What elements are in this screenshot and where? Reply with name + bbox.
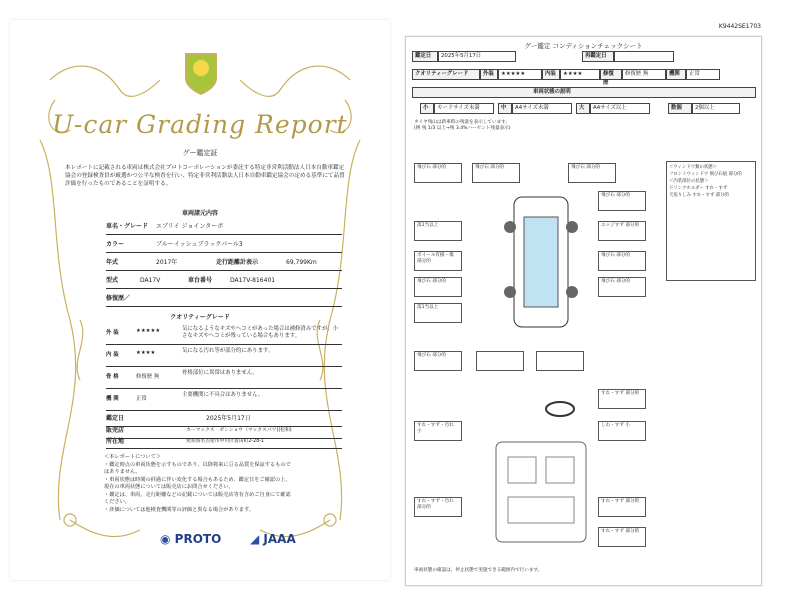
chassis-label: 車台番号 <box>188 277 213 284</box>
location-row <box>106 436 342 449</box>
quality-rating: 正常 <box>136 396 147 402</box>
legend-value: A4サイズ以上 <box>590 103 650 114</box>
model-row <box>106 274 342 289</box>
quality-desc: 骨格部位に異常はありません。 <box>182 370 258 376</box>
quality-desc: 気になるようなキズやヘコミがあった場合は補修済みですが、小さなキズやヘコミが残っている場合もあります。 <box>182 326 339 339</box>
notes-panel <box>666 161 756 281</box>
vehicle-row <box>106 238 342 253</box>
note-line: ＜ウィンドウ類の状態＞ <box>669 165 718 170</box>
int-value: ★★★★ <box>560 69 600 80</box>
row-key: 車名・グレード <box>106 223 149 230</box>
date-value: 2025年5月17日 <box>438 51 516 62</box>
interior-box: すれ・すず 部分的 <box>598 527 646 547</box>
quality-row <box>106 368 342 389</box>
ext-value: ★★★★★ <box>498 69 542 80</box>
interior-box: すれ・すず 部分的 <box>598 497 646 517</box>
damage-box: 飛び石 部分的 <box>598 251 646 271</box>
note-item: ・鑑定は、車両、走行距離などの記載については販売店等有含めご自身にて確認ください。 <box>104 491 291 505</box>
quality-rating: 修復歴 無 <box>136 374 160 380</box>
jaaa-logo <box>250 532 296 546</box>
legend-value: 2個以上 <box>692 103 740 114</box>
legend-key: 中 <box>498 103 512 114</box>
note-line: 天張りしみ すれ・すず 部分的 <box>669 193 729 198</box>
model-value: DA17V <box>140 277 161 284</box>
quality-key: 外 装 <box>106 330 119 336</box>
legend-value: カードサイズ未満 <box>434 103 494 114</box>
notes-title: ＜本レポートについて＞ <box>104 454 161 460</box>
reinspection-value <box>614 51 674 62</box>
damage-box: ボイール有損・傷 部分的 <box>414 251 462 271</box>
damage-box: 落1当以上 <box>414 221 462 241</box>
condition-sheet-page <box>405 23 762 586</box>
interior-box: すれ・すず・汚れ 小 <box>414 421 462 441</box>
dealer-label: 販売店 <box>106 427 125 434</box>
interior-box: しわ・すず 小 <box>598 421 646 441</box>
goo-shield-icon <box>182 50 220 96</box>
damage-box: 飛び石 部分的 <box>598 191 646 211</box>
damage-box <box>476 351 524 371</box>
engine-value: 正常 <box>686 69 720 80</box>
sheet-title: グー鑑定 コンディションチェックシート <box>524 42 643 50</box>
intro-text: 本レポートに記載される車両は株式会社プロトコーポレーションが委託する特定非営利活動法人日本自動車鑑定協会の登録検査員が厳選かつ公平な検査を行い、特定非営利活動法人日本自動車鑑定協会の定める基準にて品質評価を行ったものであることを証明する。 <box>65 165 345 187</box>
car-interior-diagram <box>486 437 596 547</box>
grade-label: クオリティーグレード <box>412 69 480 80</box>
quality-section-title: クオリティーグレード <box>170 314 230 321</box>
interior-box: すれ・すず・汚れ 部分的 <box>414 497 462 517</box>
tire-note: タイヤ残山は新車時の残量を表示しています。 <box>414 120 511 125</box>
repair-label: 修復歴／ <box>106 295 131 302</box>
quality-key: 内 装 <box>106 352 119 358</box>
certificate-page <box>10 20 390 580</box>
legend-key: 数個 <box>668 103 692 114</box>
mileage-label: 走行距離計表示 <box>216 259 259 266</box>
location-value: 愛知県名古屋市中川区富田町2-28-1 <box>186 439 265 444</box>
report-subtitle: グー鑑定証 <box>182 149 218 157</box>
note-item: ・評価については他検査機関等の評価と異なる場合があります。 <box>104 506 254 513</box>
quality-desc: 主要機関に不具合はありません。 <box>182 392 264 398</box>
damage-box: 飛び石 部分的 <box>414 351 462 371</box>
damage-box: 飛び石 部分的 <box>414 277 462 297</box>
chassis-value: DA17V-816401 <box>230 277 276 284</box>
damage-box: 飛び石 部分的 <box>414 163 462 183</box>
location-label: 所在地 <box>106 438 125 445</box>
row-value: ブルーイッシュブラックパール3 <box>156 241 243 248</box>
goo-logo <box>182 50 220 96</box>
car-top-diagram <box>496 187 586 337</box>
vehicle-row <box>106 220 342 235</box>
quality-key: 骨 格 <box>106 374 119 380</box>
note-line: フロントウィンドウ 飛び石痕 部分的 <box>669 172 742 177</box>
interior-box: すれ・すず 部分的 <box>598 389 646 409</box>
report-title: U-car Grading Report <box>52 110 348 139</box>
proto-text: PROTO <box>174 532 222 546</box>
repair-row <box>106 292 342 307</box>
damage-box: 飛び石 部分的 <box>472 163 520 183</box>
note-line: ＜内装部位の状態＞ <box>669 179 709 184</box>
sheet-id: K9442SE1703 <box>718 23 761 30</box>
damage-box: 飛び石 部分的 <box>568 163 616 183</box>
date-label: 鑑定日 <box>412 51 438 62</box>
note-item: ・車両状態は時間の経過に伴い変化する場合もあるため、鑑定日をご確認の上、現在の車両状態については販売店にお問合せください。 <box>104 476 291 490</box>
date-label: 鑑定日 <box>106 415 125 422</box>
quality-key: 機 関 <box>106 396 119 402</box>
steering-wheel-icon <box>544 399 576 419</box>
quality-row <box>106 346 342 367</box>
jaaa-mark-icon: ◢ <box>250 532 260 546</box>
mileage-value: 69,799Km <box>286 259 317 266</box>
quality-desc: 気になる汚れ等が部分的にあります。 <box>182 348 274 354</box>
damage-box: 落1当以上 <box>414 303 462 323</box>
proto-mark-icon: ◉ <box>160 532 171 546</box>
int-label: 内装 <box>542 69 560 80</box>
proto-logo <box>160 532 221 546</box>
ext-label: 外装 <box>480 69 498 80</box>
quality-row <box>106 324 342 345</box>
date-value: 2025年5月17日 <box>206 415 251 422</box>
quality-rating: ★★★★ <box>136 350 156 356</box>
row-value: エブリイ ジョインターボ <box>156 223 224 230</box>
legend-value: A4サイズ未満 <box>512 103 572 114</box>
tire-note-2: (例 残 1/3 以上→残 3.4%ハーセント残量表示) <box>414 126 511 131</box>
year-label: 年式 <box>106 259 119 266</box>
quality-row <box>106 390 342 411</box>
notes-block <box>104 454 294 514</box>
note-item: ・鑑定時点の車両状態を示すものであり、以降将来に亘る品質を保証するものではありません。 <box>104 461 291 475</box>
legend-key: 大 <box>576 103 590 114</box>
vehicle-section-title: 車両諸元内容 <box>181 210 218 217</box>
year-value: 2017年 <box>156 259 178 266</box>
legend-title: 車両状態の説明 <box>412 87 756 98</box>
jaaa-text: JAAA <box>263 532 296 546</box>
reinspection-label: 再鑑定日 <box>582 51 614 62</box>
damage-box: エッジすず 部分的 <box>598 221 646 241</box>
dealer-value: カーマックス ゼンショウ（マックスパワ)(松和) <box>186 428 292 433</box>
engine-label: 機関 <box>666 69 686 80</box>
frame-value: 修復歴 無 <box>622 69 666 80</box>
damage-box: 飛び石 部分的 <box>598 277 646 297</box>
legend-key: 小 <box>420 103 434 114</box>
footer-note: 車両状態の確認は、停止状態で実施できる範囲内で行います。 <box>414 568 543 573</box>
row-key: カラー <box>106 241 125 248</box>
quality-rating: ★★★★★ <box>136 328 161 334</box>
note-line: ドリンクホルダー すれ・すず <box>669 186 728 191</box>
damage-box <box>536 351 584 371</box>
model-label: 型式 <box>106 277 119 284</box>
year-row <box>106 256 342 271</box>
frame-label: 修復歴 <box>600 69 622 80</box>
